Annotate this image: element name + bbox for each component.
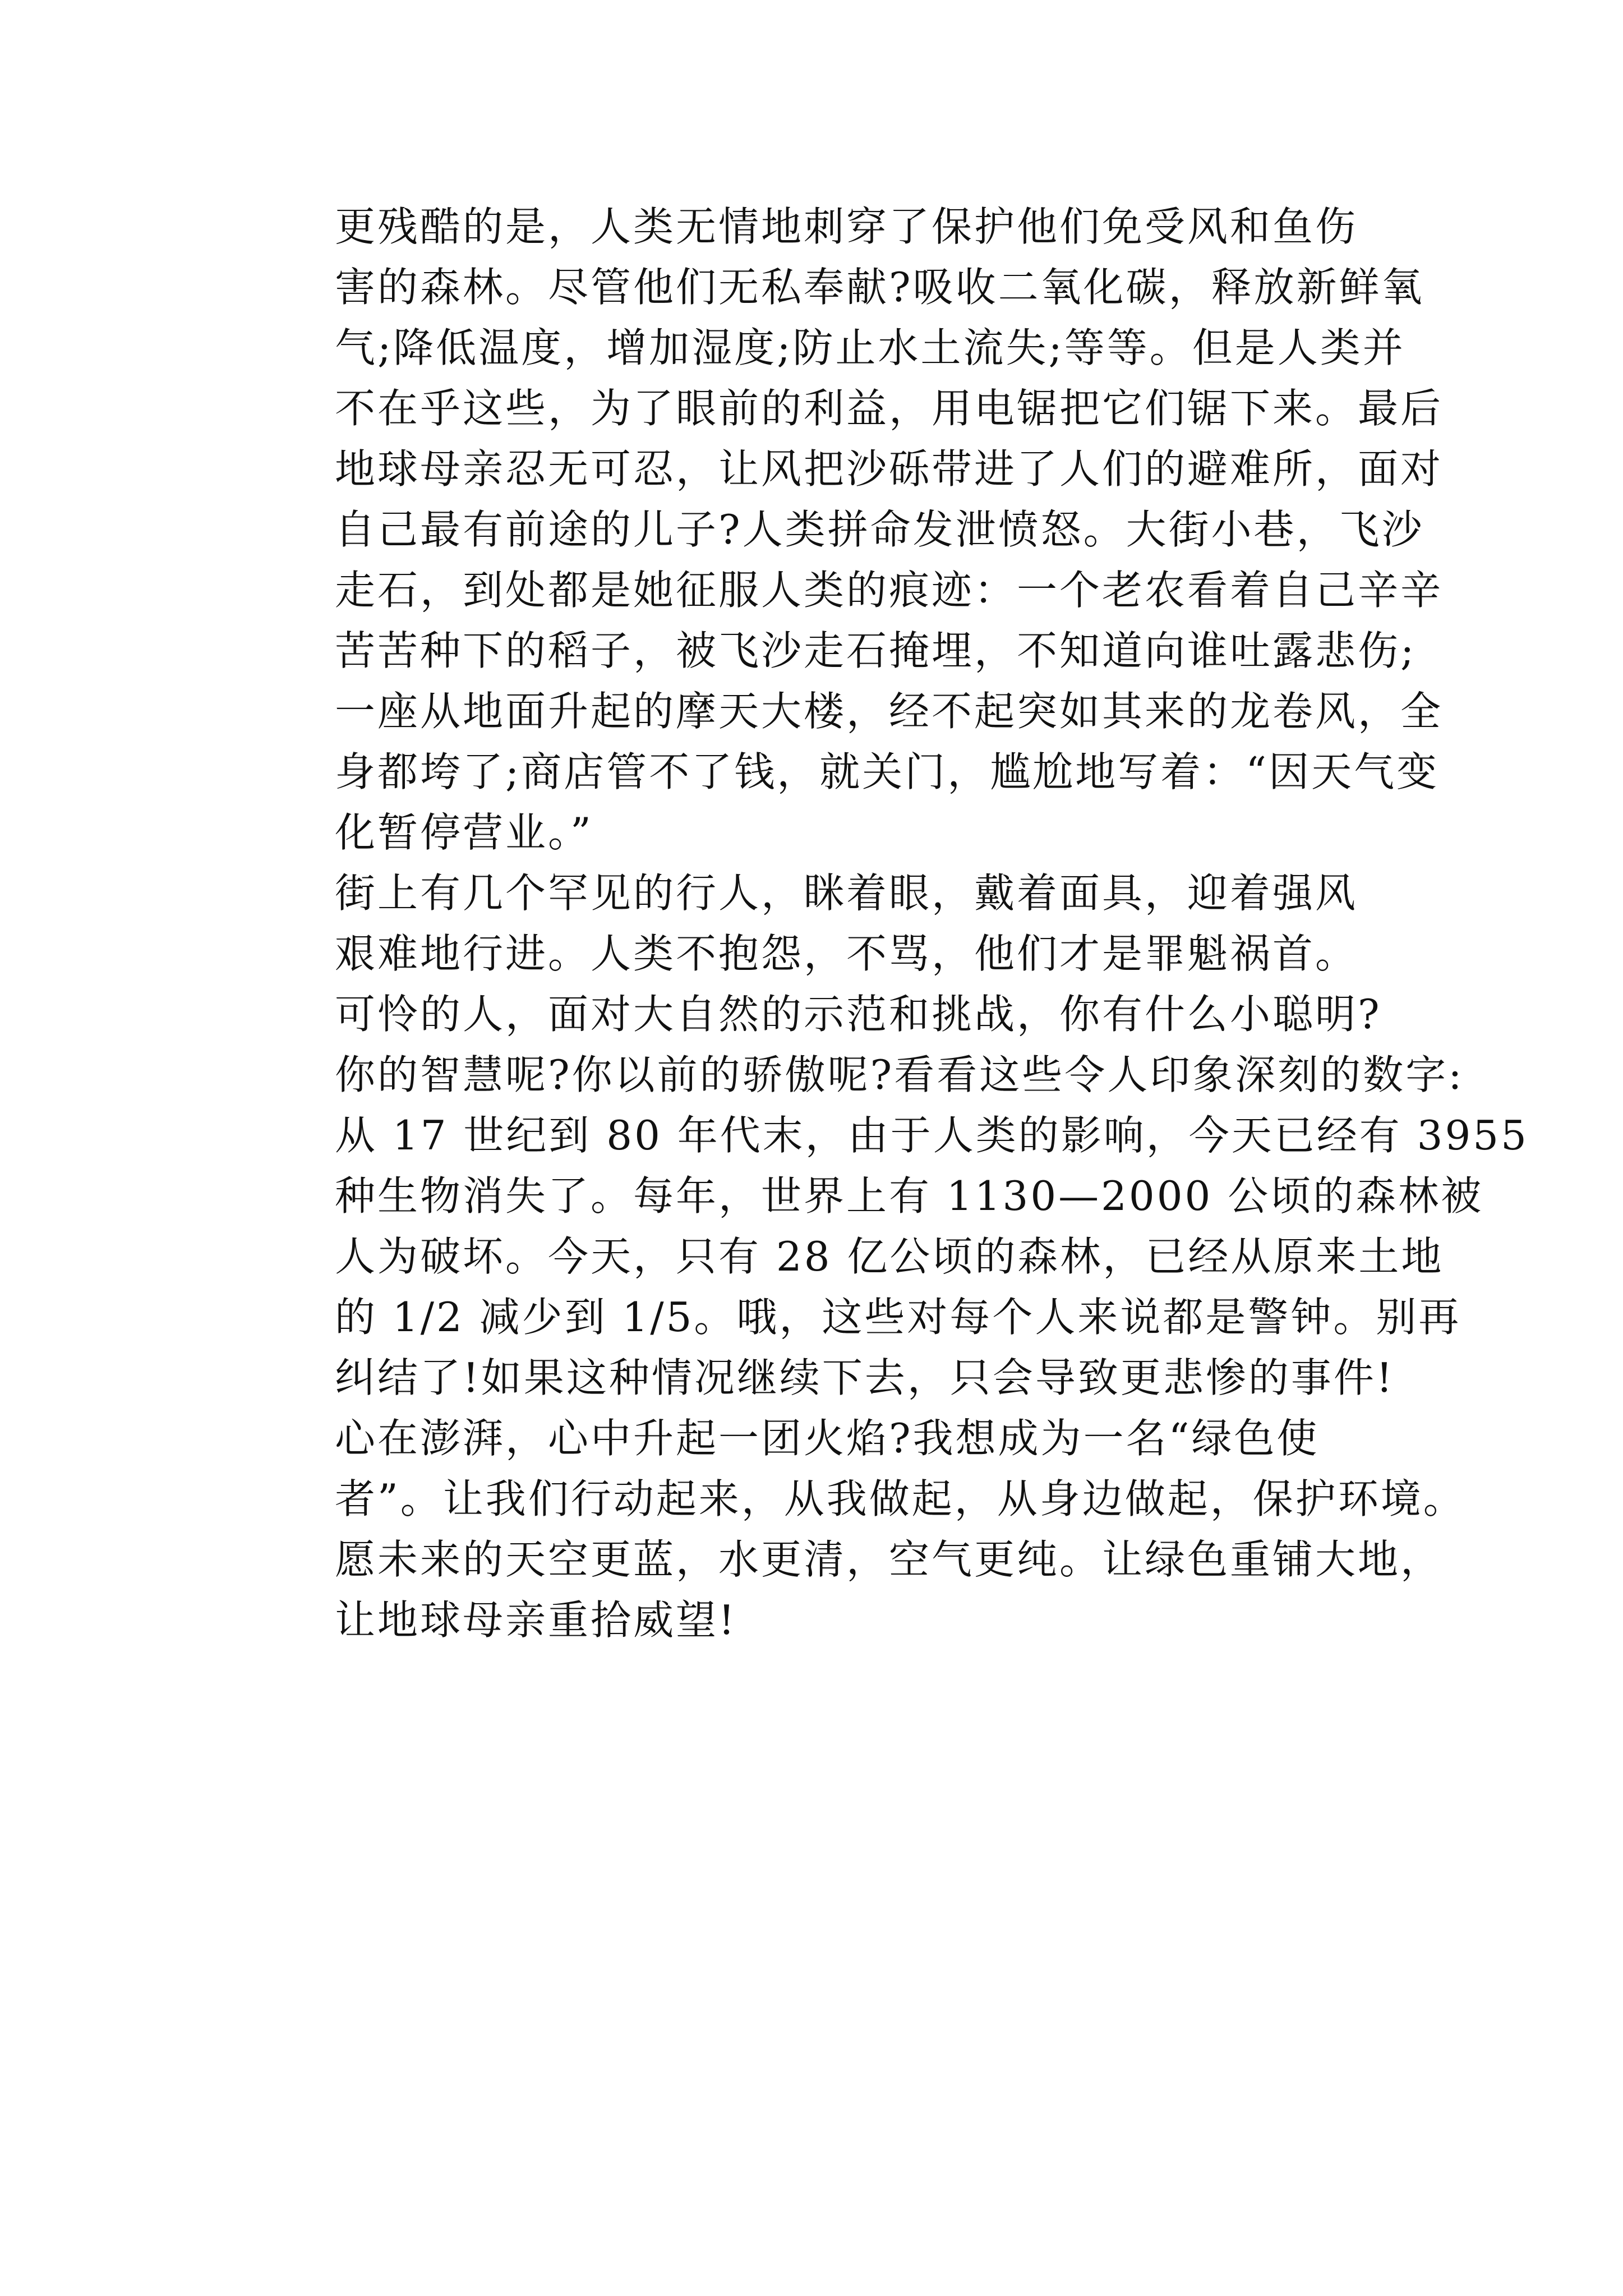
paragraph-4 <box>250 1408 1466 1650</box>
text-line: 街上有几个罕见的行人，眯着眼，戴着面具，迎着强风 <box>335 869 1358 917</box>
text-line: 心在澎湃，心中升起一团火焰?我想成为一名“绿色使 <box>335 1415 1320 1462</box>
text-line: 人为破坏。今天，只有 28 亿公顷的森林，已经从原来土地 <box>335 1233 1444 1280</box>
text-line: 的 1/2 减少到 1/5。哦，这些对每个人来说都是警钟。别再 <box>335 1294 1461 1341</box>
text-line: 害的森林。尽管他们无私奉献?吸收二氧化碳，释放新鲜氧 <box>335 264 1424 311</box>
text-line: 者”。让我们行动起来，从我做起，从身边做起，保护环境。 <box>335 1475 1466 1522</box>
text-line: 你的智慧呢?你以前的骄傲呢?看看这些令人印象深刻的数字: <box>335 1051 1464 1098</box>
text-line: 气;降低温度，增加湿度;防止水土流失;等等。但是人类并 <box>335 324 1405 371</box>
text-line: 愿未来的天空更蓝，水更清，空气更纯。让绿色重铺大地， <box>335 1536 1444 1583</box>
text-line: 更残酷的是，人类无情地刺穿了保护他们免受风和鱼伤 <box>335 203 1358 250</box>
text-line: 艰难地行进。人类不抱怨，不骂，他们才是罪魁祸首。 <box>335 930 1358 977</box>
text-line: 从 17 世纪到 80 年代末，由于人类的影响，今天已经有 3955 <box>335 1112 1529 1159</box>
paragraph-2 <box>250 863 1394 984</box>
text-line: 苦苦种下的稻子，被飞沙走石掩埋，不知道向谁吐露悲伤; <box>335 627 1417 674</box>
paragraph-3 <box>250 984 1529 1408</box>
text-line: 纠结了!如果这种情况继续下去，只会导致更悲惨的事件! <box>335 1354 1395 1401</box>
text-line: 一座从地面升起的摩天大楼，经不起突如其来的龙卷风，全 <box>335 688 1444 735</box>
text-line: 可怜的人，面对大自然的示范和挑战，你有什么小聪明? <box>335 991 1382 1038</box>
text-line: 种生物消失了。每年，世界上有 1130—2000 公顷的森林被 <box>335 1172 1484 1220</box>
text-line: 地球母亲忍无可忍，让风把沙砾带进了人们的避难所，面对 <box>335 445 1444 493</box>
text-line: 身都垮了;商店管不了钱，就关门，尴尬地写着：“因天气变 <box>335 748 1440 795</box>
text-line: 走石，到处都是她征服人类的痕迹：一个老农看着自己辛辛 <box>335 567 1444 614</box>
article-body <box>250 196 1529 1650</box>
paragraph-1 <box>250 196 1444 863</box>
text-line: 自己最有前途的儿子?人类拼命发泄愤怒。大街小巷，飞沙 <box>335 506 1424 553</box>
text-line: 化暂停营业。” <box>335 809 593 856</box>
text-line: 让地球母亲重拾威望! <box>335 1596 737 1644</box>
text-line: 不在乎这些，为了眼前的利益，用电锯把它们锯下来。最后 <box>335 385 1444 432</box>
